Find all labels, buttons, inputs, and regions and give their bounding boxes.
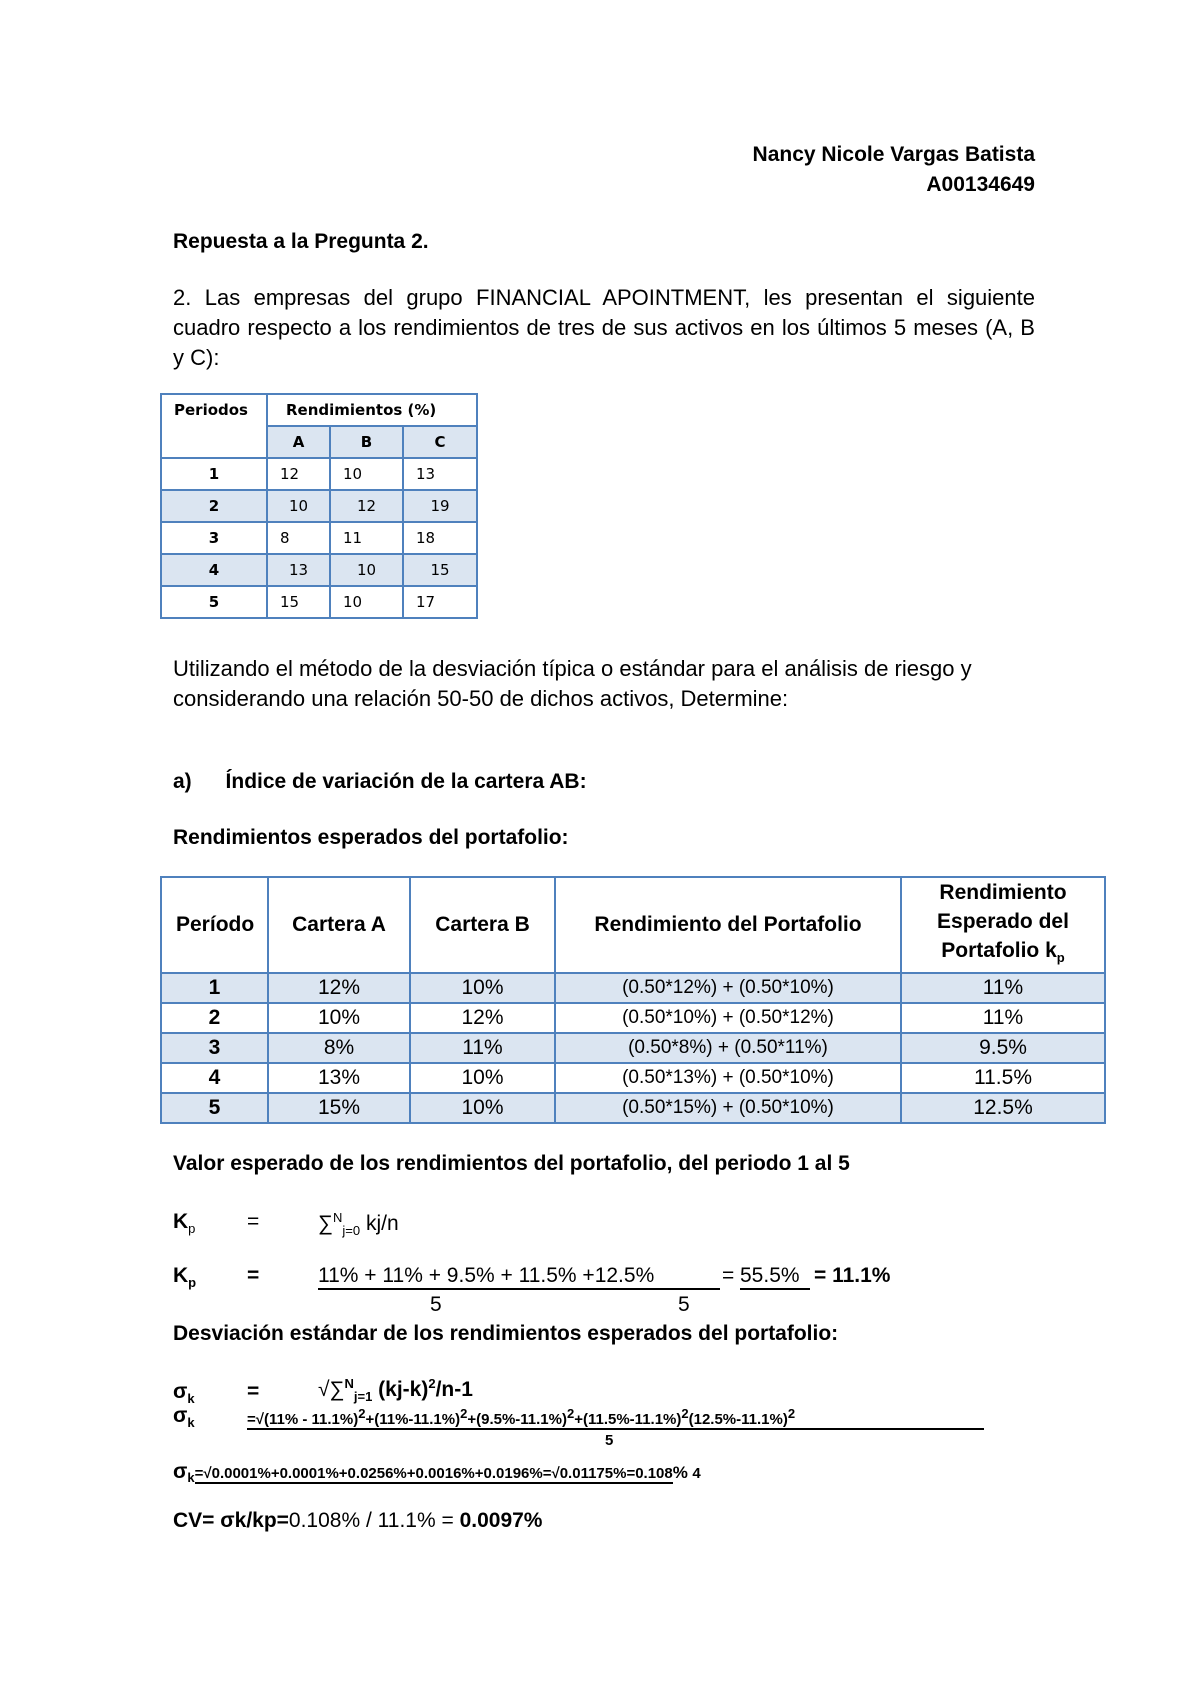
sigma2-s: σ	[173, 1404, 188, 1427]
table-row	[161, 1093, 1105, 1123]
sigma3-line	[173, 1460, 701, 1485]
cell: 19	[403, 490, 477, 522]
cell: 4	[161, 554, 267, 586]
pow: 2	[358, 1406, 366, 1421]
cell: 11%	[410, 1033, 555, 1063]
author-id: A00134649	[926, 173, 1035, 196]
cell: 12	[267, 458, 330, 490]
col-rend-esperado-text: Rendimiento Esperado del Portafolio k	[937, 881, 1069, 962]
cell: 10%	[268, 1003, 410, 1033]
kp2-den1: 5	[430, 1293, 442, 1316]
sigma1-tail: /n-1	[435, 1378, 473, 1401]
kp2-equals: =	[247, 1264, 260, 1287]
col-rend-esperado-sub: p	[1056, 950, 1065, 966]
table-row	[161, 554, 477, 586]
cell: 2	[161, 1003, 268, 1033]
table-row	[161, 1033, 1105, 1063]
col-rendimientos: Rendimientos (%)	[267, 394, 477, 426]
cell: 10%	[410, 1063, 555, 1093]
cell: (0.50*10%) + (0.50*12%)	[555, 1003, 901, 1033]
item-a-label: a)	[173, 770, 192, 793]
pow: 2	[460, 1406, 468, 1421]
kp2-total: 55.5%	[740, 1264, 810, 1290]
table-row	[161, 458, 477, 490]
author-block	[700, 140, 1035, 200]
cell: 11%	[901, 1003, 1105, 1033]
sigma2-t5: (12.5%-11.1%)	[688, 1411, 788, 1428]
cell: 13%	[268, 1063, 410, 1093]
cell: 9.5%	[901, 1033, 1105, 1063]
sigma1-root: √∑	[318, 1378, 345, 1401]
sum-sup: N	[332, 1210, 343, 1225]
cell: 8	[267, 522, 330, 554]
cell: 11.5%	[901, 1063, 1105, 1093]
cell: 10%	[410, 973, 555, 1003]
cell: 10	[330, 586, 403, 618]
table-row	[161, 586, 477, 618]
cell: 8%	[268, 1033, 410, 1063]
sigma1-subj: j=1	[353, 1389, 373, 1405]
sigma2-t3: +(9.5%-11.1%)	[467, 1411, 567, 1428]
returns-table	[160, 393, 478, 619]
sigma3-s: σ	[173, 1460, 188, 1483]
cell: 1	[161, 458, 267, 490]
cell: 13	[267, 554, 330, 586]
col-periodos: Periodos	[161, 394, 267, 458]
sigma2-sub: k	[187, 1415, 195, 1431]
cell: 18	[403, 522, 477, 554]
sigma2-den: 5	[605, 1432, 614, 1449]
cell: 12%	[268, 973, 410, 1003]
cell: 10	[330, 458, 403, 490]
kp-symbol: K	[173, 1210, 189, 1233]
kp2-result: = 11.1%	[814, 1264, 891, 1287]
cell: (0.50*8%) + (0.50*11%)	[555, 1033, 901, 1063]
cell: (0.50*12%) + (0.50*10%)	[555, 973, 901, 1003]
kp2-sub: p	[188, 1275, 197, 1291]
cell: 1	[161, 973, 268, 1003]
cell: 4	[161, 1063, 268, 1093]
table-row	[161, 522, 477, 554]
col-rend-portafolio: Rendimiento del Portafolio	[555, 877, 901, 973]
sigma1-formula	[318, 1376, 473, 1404]
cv-label: CV= σk/kp=	[173, 1509, 289, 1532]
valor-heading: Valor esperado de los rendimientos del portafolio, del periodo 1 al 5	[173, 1152, 850, 1175]
cell: 10%	[410, 1093, 555, 1123]
cell: 11%	[901, 973, 1105, 1003]
author-name: Nancy Nicole Vargas Batista	[752, 143, 1035, 166]
cell: 2	[161, 490, 267, 522]
pow: 2	[787, 1406, 796, 1421]
kp-equals: =	[247, 1210, 260, 1233]
pow: 2	[566, 1406, 575, 1421]
kp2-den2: 5	[678, 1293, 690, 1316]
kp2-equals2: =	[722, 1264, 735, 1287]
sigma3-body: =√0.0001%+0.0001%+0.0256%+0.0016%+0.0196%=√0.01175%=0.108	[194, 1465, 673, 1482]
cell: 10	[330, 554, 403, 586]
cell: 10	[267, 490, 330, 522]
subcol-b: B	[330, 426, 403, 458]
cv-mid: 0.108% / 11.1% =	[288, 1509, 460, 1532]
sigma2-t1: =√(11% - 11.1%)	[247, 1411, 359, 1428]
cell: 15	[403, 554, 477, 586]
cv-value: 0.0097%	[459, 1509, 543, 1532]
cell: (0.50*15%) + (0.50*10%)	[555, 1093, 901, 1123]
table-row	[161, 1003, 1105, 1033]
sigma1-body: (kj-k)	[378, 1378, 429, 1401]
kp2-k: K	[173, 1264, 189, 1287]
col-rend-esperado	[901, 877, 1105, 973]
subcol-c: C	[403, 426, 477, 458]
sigma1-symbol	[173, 1380, 195, 1406]
heading: Repuesta a la Pregunta 2.	[173, 230, 429, 253]
sigma3-sub: k	[187, 1470, 195, 1486]
kp2-symbol	[173, 1264, 196, 1290]
pow: 2	[681, 1406, 689, 1421]
cell: 12%	[410, 1003, 555, 1033]
cell: 5	[161, 586, 267, 618]
col-cartera-a: Cartera A	[268, 877, 410, 973]
sigma1-equals: =	[247, 1380, 260, 1403]
cv-line	[173, 1509, 542, 1533]
sigma1-sup: N	[344, 1376, 354, 1391]
cell: (0.50*13%) + (0.50*10%)	[555, 1063, 901, 1093]
sigma1-pow: 2	[428, 1376, 436, 1391]
sigma-symbol: ∑	[318, 1212, 333, 1235]
desv-heading: Desviación estándar de los rendimientos esperados del portafolio:	[173, 1322, 839, 1345]
sigma1-s: σ	[173, 1380, 188, 1403]
table-row	[161, 973, 1105, 1003]
sigma2-symbol	[173, 1404, 195, 1430]
subheading: Rendimientos esperados del portafolio:	[173, 826, 569, 849]
cell: 5	[161, 1093, 268, 1123]
kp2-numerator: 11% + 11% + 9.5% + 11.5% +12.5%	[318, 1264, 720, 1290]
cell: 15	[267, 586, 330, 618]
subcol-a: A	[267, 426, 330, 458]
sigma2-t2: +(11%-11.1%)	[365, 1411, 461, 1428]
kp-sub: p	[188, 1221, 196, 1237]
table-row	[161, 1063, 1105, 1093]
cell: 11	[330, 522, 403, 554]
portfolio-table	[160, 876, 1106, 1124]
kp-formula	[173, 1210, 195, 1236]
col-cartera-b: Cartera B	[410, 877, 555, 973]
cell: 3	[161, 522, 267, 554]
sigma2-formula	[247, 1406, 984, 1430]
cell: 17	[403, 586, 477, 618]
cell: 12.5%	[901, 1093, 1105, 1123]
question-text: 2. Las empresas del grupo FINANCIAL APOINTMENT, les presentan el siguiente cuadro respecto a los rendimientos de tres de sus activos en los últimos 5 meses (A, B y C):	[173, 285, 1035, 370]
sum-rest: kj/n	[365, 1212, 399, 1235]
sigma3-pct: %	[672, 1463, 688, 1482]
sigma3-tail: 4	[692, 1465, 701, 1482]
cell: 15%	[268, 1093, 410, 1123]
col-periodo: Período	[161, 877, 268, 973]
item-a	[173, 770, 587, 794]
cell: 12	[330, 490, 403, 522]
table-row	[161, 490, 477, 522]
item-a-text: Índice de variación de la cartera AB:	[225, 770, 587, 793]
kp-sum	[318, 1210, 399, 1238]
sum-sub: j=0	[342, 1223, 361, 1239]
instruction-text: Utilizando el método de la desviación típica o estándar para el análisis de riesgo y considerando una relación 50-50 de dichos activos, Determine:	[173, 656, 972, 711]
sigma1-sub: k	[187, 1391, 195, 1407]
cell: 3	[161, 1033, 268, 1063]
sigma2-t4: +(11.5%-11.1%)	[574, 1411, 682, 1428]
cell: 13	[403, 458, 477, 490]
